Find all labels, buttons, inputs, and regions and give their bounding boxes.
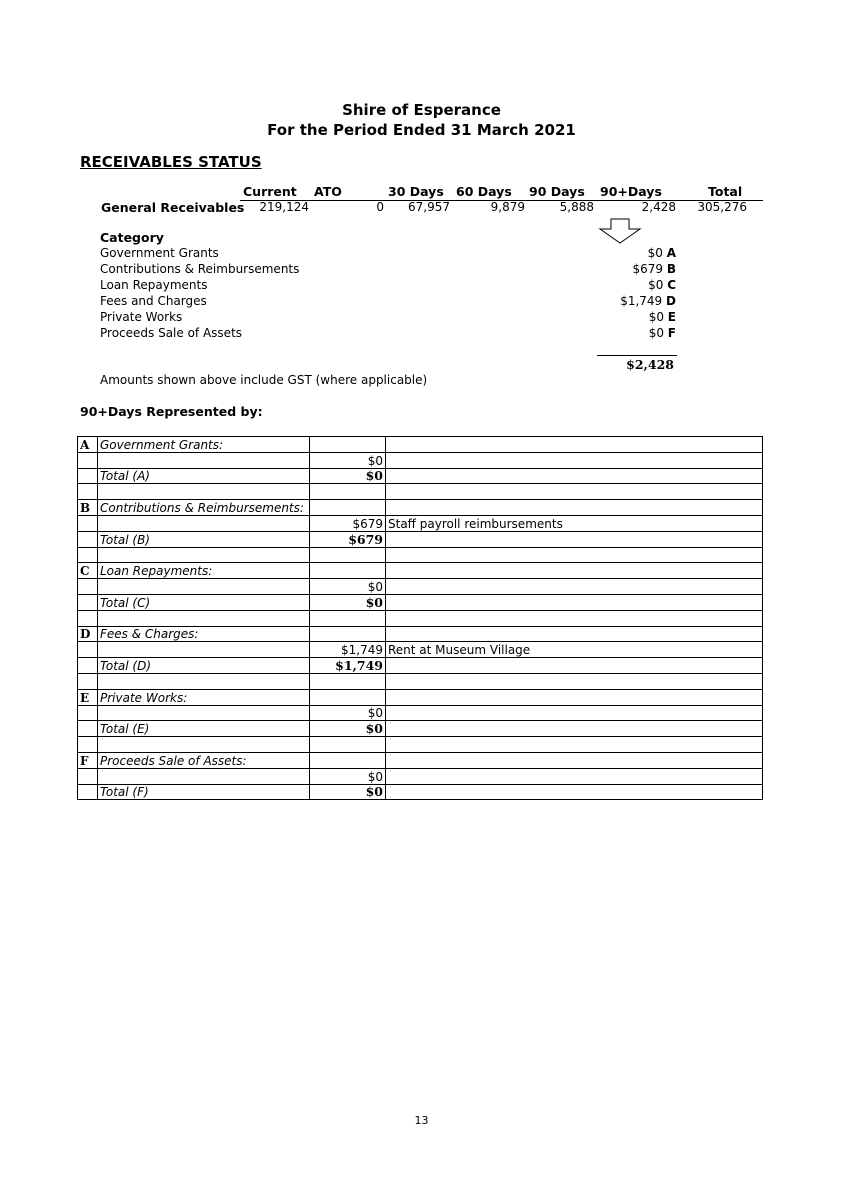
group-heading-f: Proceeds Sale of Assets:: [98, 752, 310, 768]
col-header-total: Total: [708, 184, 743, 199]
report-period-title: For the Period Ended 31 March 2021: [267, 121, 576, 139]
category-heading: Category: [100, 230, 164, 245]
group-heading-a: Government Grants:: [98, 437, 310, 453]
section-title: RECEIVABLES STATUS: [80, 153, 262, 171]
table-row: [78, 437, 763, 453]
general-receivables-ato: 0: [376, 200, 384, 214]
table-row: [78, 642, 763, 658]
category-value-d: $1,749 D: [620, 294, 676, 308]
general-receivables-label: General Receivables: [101, 200, 245, 215]
table-row: [78, 752, 763, 768]
group-letter-e: E: [78, 689, 98, 705]
group-letter-a: A: [78, 437, 98, 453]
group-total-label-c: Total (C): [98, 594, 310, 610]
col-header-90-days: 90 Days: [529, 184, 585, 199]
group-amount-e: $0: [310, 705, 386, 721]
table-row: [78, 673, 763, 689]
table-row: [78, 484, 763, 500]
table-row: [78, 579, 763, 595]
table-row: [78, 515, 763, 531]
group-heading-e: Private Works:: [98, 689, 310, 705]
category-label-c: Loan Repayments: [100, 278, 208, 292]
table-row: [78, 658, 763, 674]
group-heading-b: Contributions & Reimbursements:: [98, 500, 310, 516]
group-note-a: [386, 452, 763, 468]
group-note-f: [386, 768, 763, 784]
down-arrow-icon: [598, 218, 642, 244]
report-org-title: Shire of Esperance: [342, 101, 501, 119]
table-row: [78, 705, 763, 721]
group-note-d: Rent at Museum Village: [386, 642, 763, 658]
group-heading-d: Fees & Charges:: [98, 626, 310, 642]
group-total-c: $0: [310, 594, 386, 610]
group-total-label-e: Total (E): [98, 721, 310, 737]
category-label-d: Fees and Charges: [100, 294, 207, 308]
group-note-e: [386, 705, 763, 721]
group-amount-f: $0: [310, 768, 386, 784]
table-row: [78, 737, 763, 753]
general-receivables-90-days: 5,888: [559, 200, 594, 214]
category-value-a: $0 A: [647, 246, 676, 260]
category-total: $2,428: [626, 357, 674, 372]
group-total-b: $679: [310, 531, 386, 547]
col-header-ato: ATO: [314, 184, 342, 199]
table-row: [78, 721, 763, 737]
col-header-60-days: 60 Days: [456, 184, 512, 199]
group-total-label-f: Total (F): [98, 784, 310, 800]
group-total-a: $0: [310, 468, 386, 484]
group-letter-d: D: [78, 626, 98, 642]
group-total-label-b: Total (B): [98, 531, 310, 547]
group-total-label-d: Total (D): [98, 658, 310, 674]
col-header-30-days: 30 Days: [388, 184, 444, 199]
group-letter-b: B: [78, 500, 98, 516]
group-note-b: Staff payroll reimbursements: [386, 515, 763, 531]
group-heading-c: Loan Repayments:: [98, 563, 310, 579]
col-header-90plus-days: 90+Days: [600, 184, 662, 199]
category-value-b: $679 B: [632, 262, 676, 276]
category-label-b: Contributions & Reimbursements: [100, 262, 300, 276]
category-label-a: Government Grants: [100, 246, 219, 260]
group-note-c: [386, 579, 763, 595]
general-receivables-current: 219,124: [259, 200, 309, 214]
category-value-f: $0 F: [648, 326, 676, 340]
page-number: 13: [414, 1114, 429, 1127]
general-receivables-total: 305,276: [697, 200, 747, 214]
table-row: [78, 563, 763, 579]
represented-title: 90+Days Represented by:: [80, 404, 263, 419]
group-amount-d: $1,749: [310, 642, 386, 658]
table-row: [78, 689, 763, 705]
represented-table: [77, 436, 763, 800]
table-row: [78, 531, 763, 547]
category-label-f: Proceeds Sale of Assets: [100, 326, 243, 340]
table-row: [78, 468, 763, 484]
category-value-e: $0 E: [648, 310, 676, 324]
table-row: [78, 768, 763, 784]
general-receivables-90plus-days: 2,428: [641, 200, 676, 214]
gst-note: Amounts shown above include GST (where applicable): [100, 373, 428, 387]
category-value-c: $0 C: [648, 278, 676, 292]
table-row: [78, 594, 763, 610]
table-row: [78, 452, 763, 468]
group-total-e: $0: [310, 721, 386, 737]
table-row: [78, 610, 763, 626]
group-amount-b: $679: [310, 515, 386, 531]
group-total-d: $1,749: [310, 658, 386, 674]
table-row: [78, 784, 763, 800]
table-row: [78, 547, 763, 563]
general-receivables-60-days: 9,879: [490, 200, 525, 214]
group-amount-c: $0: [310, 579, 386, 595]
group-total-label-a: Total (A): [98, 468, 310, 484]
group-total-f: $0: [310, 784, 386, 800]
group-letter-c: C: [78, 563, 98, 579]
category-label-e: Private Works: [100, 310, 183, 324]
table-row: [78, 626, 763, 642]
group-amount-a: $0: [310, 452, 386, 468]
category-total-rule: [597, 355, 677, 356]
general-receivables-30-days: 67,957: [408, 200, 450, 214]
group-letter-f: F: [78, 752, 98, 768]
table-row: [78, 500, 763, 516]
col-header-current: Current: [243, 184, 297, 199]
